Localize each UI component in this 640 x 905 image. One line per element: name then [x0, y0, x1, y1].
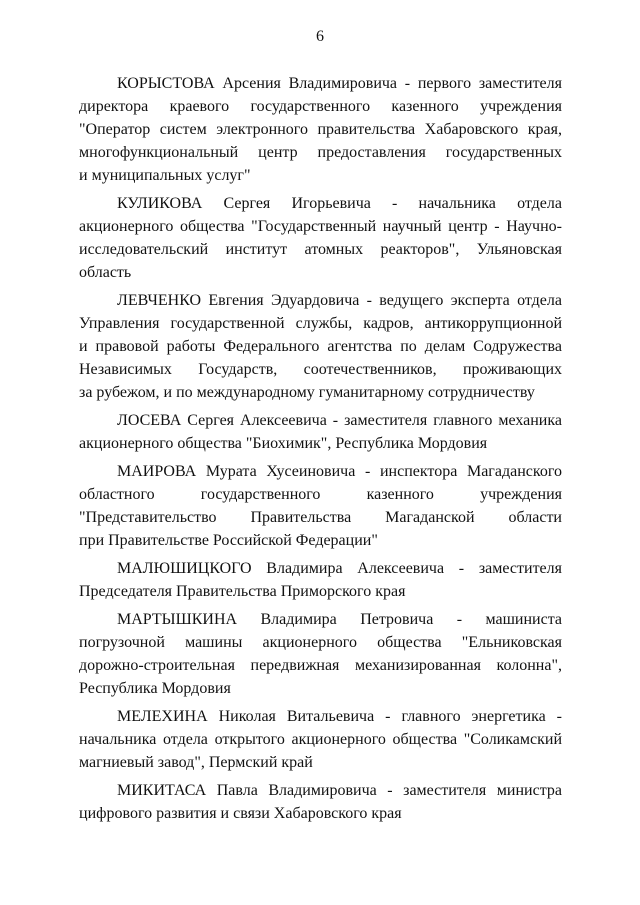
text-line: "Представительство Правительства Магаданской области: [79, 509, 562, 526]
text-line: КУЛИКОВА Сергея Игорьевича - начальника отдела: [117, 195, 562, 212]
page-number: 6: [316, 28, 324, 45]
text-line: МАИРОВА Мурата Хусеиновича - инспектора Магаданского: [117, 463, 562, 480]
text-line: областного государственного казенного учреждения: [79, 486, 562, 503]
text-line: акционерного общества "Государственный научный центр - Научно-: [79, 218, 562, 235]
list-item: [79, 72, 562, 187]
text-line: Независимых Государств, соотечественников, проживающих: [79, 361, 562, 378]
list-item: [79, 192, 562, 284]
text-line: начальника отдела открытого акционерного общества "Соликамский: [79, 731, 562, 748]
text-line: МЕЛЕХИНА Николая Витальевича - главного энергетика -: [117, 708, 562, 725]
list-item: [79, 608, 562, 700]
text-line: область: [79, 264, 132, 281]
list-item: [79, 409, 562, 455]
text-line: дорожно-строительная передвижная механизированная колонна",: [79, 657, 562, 674]
text-line: за рубежом, и по международному гуманитарному сотрудничеству: [79, 384, 535, 401]
text-line: и правовой работы Федерального агентства по делам Содружества: [79, 338, 562, 355]
text-line: МАЛЮШИЦКОГО Владимира Алексеевича - заместителя: [117, 560, 562, 577]
text-line: погрузочной машины акционерного общества "Ельниковская: [79, 634, 562, 651]
text-line: "Оператор систем электронного правительства Хабаровского края,: [79, 121, 562, 138]
list-item: [79, 460, 562, 552]
list-item: [79, 705, 562, 774]
text-line: Управления государственной службы, кадров, антикоррупционной: [79, 315, 562, 332]
text-line: КОРЫСТОВА Арсения Владимировича - первого заместителя: [117, 75, 562, 92]
text-line: Председателя Правительства Приморского края: [79, 583, 406, 600]
text-line: магниевый завод", Пермский край: [79, 754, 313, 771]
text-line: МАРТЫШКИНА Владимира Петровича - машиниста: [117, 611, 562, 628]
text-line: ЛЕВЧЕНКО Евгения Эдуардовича - ведущего эксперта отдела: [117, 292, 562, 309]
text-line: акционерного общества "Биохимик", Республика Мордовия: [79, 435, 488, 452]
text-line: директора краевого государственного казенного учреждения: [79, 98, 562, 115]
text-line: исследовательский институт атомных реакторов", Ульяновская: [79, 241, 562, 258]
text-line: цифрового развития и связи Хабаровского края: [79, 805, 402, 822]
text-line: и муниципальных услуг": [79, 167, 251, 184]
list-item: [79, 779, 562, 825]
list-item: [79, 289, 562, 404]
text-line: МИКИТАСА Павла Владимировича - заместителя министра: [117, 782, 562, 799]
text-line: многофункциональный центр предоставления государственных: [79, 144, 562, 161]
text-line: ЛОСЕВА Сергея Алексеевича - заместителя главного механика: [117, 412, 562, 429]
document-body: [79, 72, 562, 830]
text-line: при Правительстве Российской Федерации": [79, 532, 378, 549]
list-item: [79, 557, 562, 603]
text-line: Республика Мордовия: [79, 680, 231, 697]
